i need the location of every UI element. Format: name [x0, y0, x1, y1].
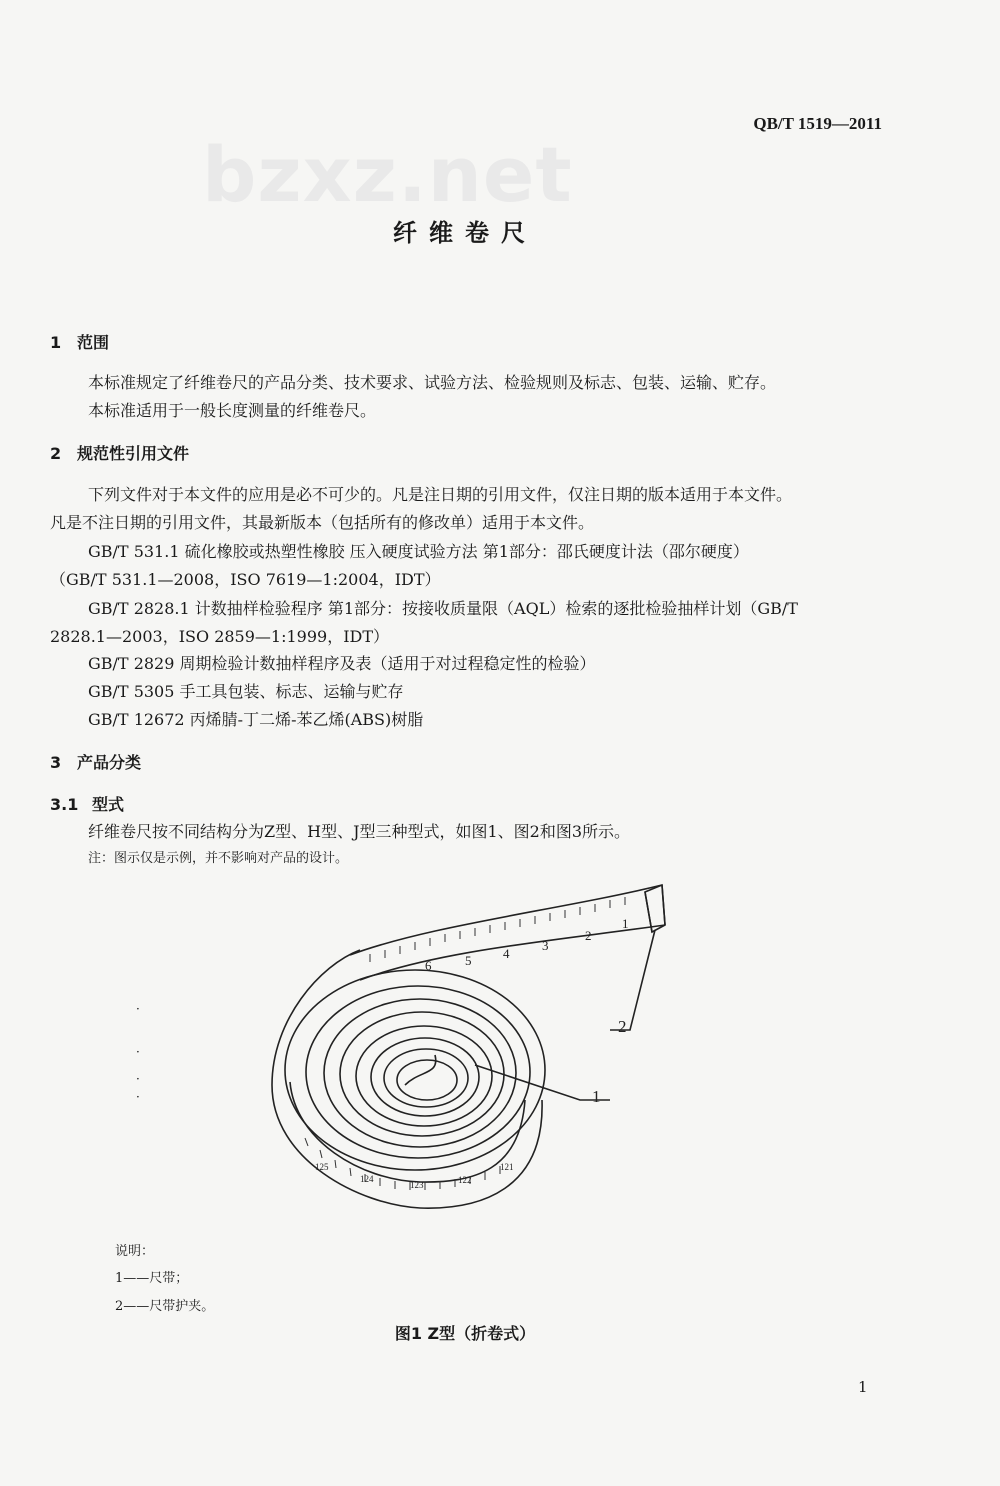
section-title: 型式	[92, 795, 125, 814]
legend-item: 2——尺带护夹。	[115, 1299, 215, 1314]
reference-line: GB/T 5305 手工具包装、标志、运输与贮存	[88, 682, 404, 701]
scan-dot: ·	[136, 1090, 140, 1104]
figure-note: 注：图示仅是示例，并不影响对产品的设计。	[88, 851, 349, 866]
section-number: 3	[50, 753, 62, 772]
paragraph: 凡是不注日期的引用文件，其最新版本（包括所有的修改单）适用于本文件。	[50, 513, 595, 532]
tape-number: 124	[360, 1174, 374, 1184]
reference-line: （GB/T 531.1—2008，ISO 7619—1:2004，IDT）	[50, 570, 441, 589]
legend-item: 1——尺带；	[115, 1271, 189, 1286]
section-title: 范围	[77, 333, 110, 352]
legend-title: 说明：	[115, 1244, 155, 1259]
paragraph: 下列文件对于本文件的应用是必不可少的。凡是注日期的引用文件，仅注日期的版本适用于本文件。	[88, 485, 793, 504]
tape-number: 123	[410, 1180, 424, 1190]
standard-code: QB/T 1519—2011	[753, 114, 882, 133]
paragraph: 本标准适用于一般长度测量的纤维卷尺。	[88, 401, 377, 420]
reference-line: GB/T 531.1 硫化橡胶或热塑性橡胶 压入硬度试验方法 第1部分：邵氏硬度计法（邵尔硬度）	[88, 542, 749, 561]
section-number: 1	[50, 333, 62, 352]
scan-dot: ·	[136, 1002, 140, 1016]
callout-1: 1	[592, 1087, 601, 1106]
tape-number: 125	[315, 1162, 329, 1172]
section-1-heading	[50, 330, 109, 353]
section-number: 3.1	[50, 795, 79, 814]
page-number: 1	[858, 1378, 868, 1396]
tape-coil-figure	[260, 870, 690, 1230]
scan-dot: ·	[136, 1072, 140, 1086]
document-title: 纤维卷尺	[393, 219, 537, 247]
watermark: bzxz.net	[202, 130, 573, 219]
tape-number: 1	[622, 916, 629, 931]
tape-number: 6	[425, 958, 432, 973]
figure-caption: 图1 Z型（折卷式）	[394, 1324, 536, 1343]
reference-line: 2828.1—2003，ISO 2859—1:1999，IDT）	[50, 627, 390, 646]
section-3-heading	[50, 750, 141, 773]
reference-line: GB/T 12672 丙烯腈-丁二烯-苯乙烯(ABS)树脂	[88, 710, 424, 729]
scan-dot: ·	[136, 1045, 140, 1059]
section-title: 规范性引用文件	[77, 444, 190, 463]
section-number: 2	[50, 444, 62, 463]
section-3-1-heading	[50, 792, 124, 815]
paragraph: 纤维卷尺按不同结构分为Z型、H型、J型三种型式，如图1、图2和图3所示。	[88, 822, 631, 841]
tape-number: 4	[503, 946, 510, 961]
callout-2: 2	[618, 1017, 627, 1036]
tape-number: 122	[458, 1175, 472, 1185]
tape-number: 2	[585, 928, 592, 943]
tape-number: 121	[500, 1162, 514, 1172]
section-2-heading	[50, 441, 189, 464]
section-title: 产品分类	[77, 753, 142, 772]
paragraph: 本标准规定了纤维卷尺的产品分类、技术要求、试验方法、检验规则及标志、包装、运输、贮存。	[88, 373, 777, 392]
reference-line: GB/T 2829 周期检验计数抽样程序及表（适用于对过程稳定性的检验）	[88, 654, 596, 673]
reference-line: GB/T 2828.1 计数抽样检验程序 第1部分：按接收质量限（AQL）检索的逐批检验抽样计划（GB/T	[88, 599, 798, 618]
tape-number: 3	[542, 938, 549, 953]
tape-number: 5	[465, 953, 472, 968]
